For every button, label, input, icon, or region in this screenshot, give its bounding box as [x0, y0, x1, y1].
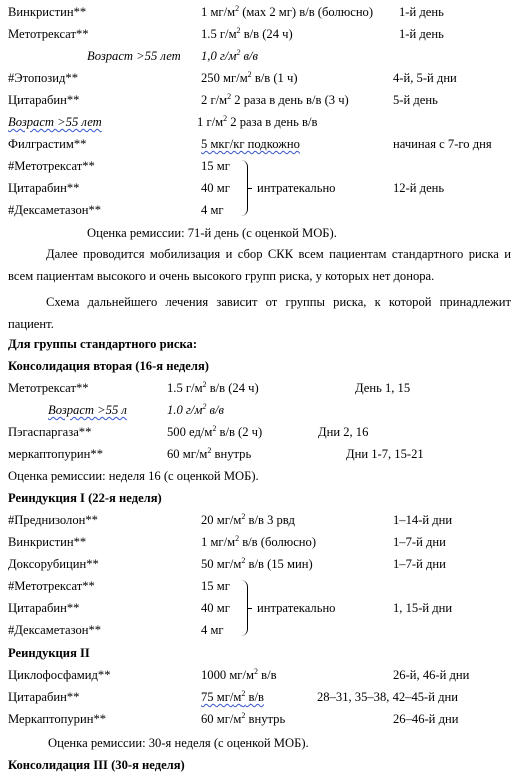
- drug-name: Филграстим**: [8, 137, 87, 151]
- day: 1, 15-й дни: [393, 601, 453, 615]
- drug-name: #Дексаметазон**: [8, 623, 102, 637]
- dose: 4 мг: [201, 623, 224, 637]
- day: 1-й день: [399, 27, 444, 41]
- dose: 1 $мг/м^2$ в/в (болюсно): [201, 533, 317, 549]
- day: День 1, 15: [355, 381, 411, 395]
- paragraph: Схема дальнейшего лечения зависит от группы риска, к которой принадлежит пациент.: [8, 295, 511, 331]
- dose: 40 мг: [201, 181, 230, 195]
- dose: 50 $мг/м^2$ в/в (15 мин): [201, 555, 313, 571]
- paragraph: Далее проводится мобилизация и сбор СКК всем пациентам стандартного риска и всем пациентам высокого и очень высокого групп риска, у которых нет донора.: [8, 247, 511, 283]
- day: начиная с 7-го дня: [393, 137, 492, 151]
- drug-name: Цитарабин**: [8, 690, 80, 704]
- drug-name: #Этопозид**: [8, 71, 78, 85]
- remission-note: Оценка ремиссии: 71-й день (с оценкой МОБ).: [87, 226, 337, 240]
- day: 1-й день: [399, 5, 444, 19]
- day: Дни 1-7, 15-21: [346, 447, 424, 461]
- drug-name: Метотрексат**: [8, 27, 89, 41]
- day: 12-й день: [393, 181, 445, 195]
- drug-name: Винкристин**: [8, 5, 87, 19]
- dose: 1000 $мг/м^2$ в/в: [201, 666, 277, 682]
- dose: 40 мг: [201, 601, 230, 615]
- dose: 20 $мг/м^2$ в/в 3 рвд: [201, 511, 295, 527]
- drug-name: #Преднизолон**: [8, 513, 98, 527]
- dose: 15 мг: [201, 579, 230, 593]
- drug-name: Метотрексат**: [8, 381, 89, 395]
- day: 28–31, 35–38, 42–45-й дни: [317, 690, 459, 704]
- dose: 500 $ед/м^2$ в/в (2 ч): [167, 423, 263, 439]
- remission-note: Оценка ремиссии: 30-я неделя (с оценкой МОБ).: [48, 736, 309, 750]
- section-heading: Для группы стандартного риска:: [8, 337, 198, 351]
- drug-name: Доксорубицин**: [8, 557, 99, 571]
- dose: 1 $мг/м^2$ (мах 2 мг) в/в (болюсно): [201, 3, 374, 19]
- dose: 250 $мг/м^2$ в/в (1 ч): [201, 69, 298, 85]
- drug-name: #Метотрексат**: [8, 159, 95, 173]
- dose: 2 $г/м^2$ 2 раза в день в/в (3 ч): [201, 91, 349, 107]
- dose: 1 $г/м^2$ 2 раза в день в/в: [197, 113, 318, 129]
- day: 1–7-й дни: [393, 535, 446, 549]
- day: 1–14-й дни: [393, 513, 453, 527]
- age-note: Возраст >55 лет: [8, 115, 102, 129]
- route: интратекально: [257, 601, 336, 615]
- dose: 5 мкг/кг подкожно: [201, 137, 300, 151]
- drug-name: Пэгаспаргаза**: [8, 425, 92, 439]
- curly-brace: [240, 160, 248, 216]
- section-heading: Реиндукция II: [8, 646, 90, 660]
- drug-name: Цитарабин**: [8, 601, 80, 615]
- age-note: Возраст >55 л: [48, 403, 127, 417]
- drug-name: #Метотрексат**: [8, 579, 95, 593]
- remission-note: Оценка ремиссии: неделя 16 (с оценкой МОБ).: [8, 469, 259, 483]
- dose: 60 $мг/м^2$ внутрь: [167, 445, 252, 461]
- dose: 75 $мг/м^2$ в/в: [201, 688, 264, 704]
- curly-brace: [240, 580, 248, 636]
- drug-name: Цитарабин**: [8, 93, 80, 107]
- day: 26-й, 46-й дни: [393, 668, 470, 682]
- dose: 1.5 $г/м^2$ в/в (24 ч): [201, 25, 293, 41]
- dose: 15 мг: [201, 159, 230, 173]
- drug-name: Меркаптопурин**: [8, 712, 107, 726]
- dose: 1.0 $г/м^2$ в/в: [167, 401, 224, 417]
- dose: 1.5 $г/м^2$ в/в (24 ч): [167, 379, 259, 395]
- dose: 4 мг: [201, 203, 224, 217]
- dose: 60 $мг/м^2$ внутрь: [201, 710, 286, 726]
- drug-name: Цитарабин**: [8, 181, 80, 195]
- age-note: Возраст >55 лет: [87, 49, 181, 63]
- section-heading: Консолидация вторая (16-я неделя): [8, 359, 209, 373]
- day: 4-й, 5-й дни: [393, 71, 457, 85]
- route: интратекально: [257, 181, 336, 195]
- section-heading: Реиндукция I (22-я неделя): [8, 491, 162, 505]
- drug-name: #Дексаметазон**: [8, 203, 102, 217]
- drug-name: меркаптопурин**: [8, 447, 103, 461]
- day: Дни 2, 16: [318, 425, 369, 439]
- drug-name: Циклофосфамид**: [8, 668, 111, 682]
- drug-name: Винкристин**: [8, 535, 87, 549]
- day: 1–7-й дни: [393, 557, 446, 571]
- day: 5-й день: [393, 93, 438, 107]
- section-heading: Консолидация III (30-я неделя): [8, 758, 185, 772]
- dose: 1,0 $г/м^2$ в/в: [201, 47, 258, 63]
- day: 26–46-й дни: [393, 712, 459, 726]
